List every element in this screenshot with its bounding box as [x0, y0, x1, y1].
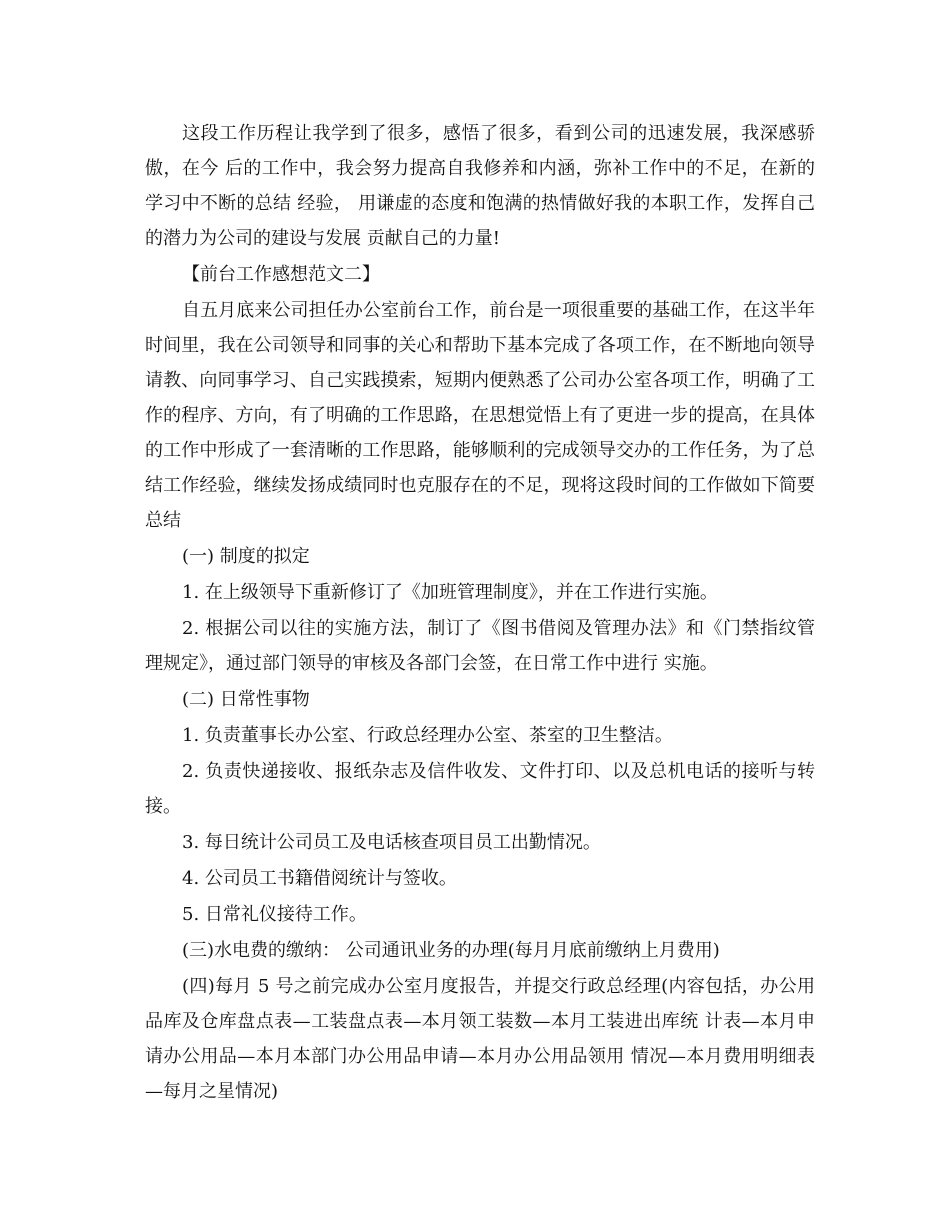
- section-title-sample-two: 【前台工作感想范文二】: [182, 264, 380, 285]
- list-item-office-cleaning: 1. 负责董事长办公室、行政总经理办公室、茶室的卫生整洁。: [182, 725, 673, 746]
- paragraph-utility-payments: (三)水电费的缴纳： 公司通讯业务的办理(每月月底前缴纳上月费用): [182, 940, 720, 961]
- subheading-daily-affairs: (二) 日常性事物: [182, 689, 310, 710]
- paragraph-closing-summary: 这段工作历程让我学到了很多，感悟了很多，看到公司的迅速发展，我深感骄傲，在今 后的工作中，我会努力提高自我修养和内涵，弥补工作中的不足，在新的学习中不断的总结 经验， 用谦虚的态度和饱满的热情做好我的本职工作，发挥自己的潜力为公司的建设与发展 贡献自己的力量!: [145, 123, 815, 249]
- list-item-attendance: 3. 每日统计公司员工及电话核查项目员工出勤情况。: [182, 832, 601, 853]
- list-item-reception: 5. 日常礼仪接待工作。: [182, 904, 367, 925]
- subheading-regulations: (一) 制度的拟定: [182, 546, 310, 567]
- document-body: [145, 116, 815, 1110]
- list-item-library-access-rules: 2. 根据公司以往的实施方法，制订了《图书借阅及管理办法》和《门禁指纹管理规定》，通过部门领导的审核及各部门会签，在日常工作中进行 实施。: [145, 618, 815, 674]
- paragraph-monthly-report: (四)每月 5 号之前完成办公室月度报告，并提交行政总经理(内容包括，办公用品库及仓库盘点表—工装盘点表—本月领工装数—本月工装进出库统 计表—本月申请办公用品—本月本部门办公用品申请—本月办公用品领用 情况—本月费用明细表—每月之星情况): [145, 976, 815, 1102]
- list-item-overtime-policy: 1. 在上级领导下重新修订了《加班管理制度》，并在工作进行实施。: [182, 582, 718, 603]
- list-item-book-borrowing: 4. 公司员工书籍借阅统计与签收。: [182, 868, 457, 889]
- list-item-mail-and-phone: 2. 负责快递接收、报纸杂志及信件收发、文件打印、以及总机电话的接听与转接。: [145, 761, 815, 817]
- paragraph-introduction: 自五月底来公司担任办公室前台工作，前台是一项很重要的基础工作，在这半年时间里，我在公司领导和同事的关心和帮助下基本完成了各项工作，在不断地向领导请教、向同事学习、自己实践摸索，短期内便熟悉了公司办公室各项工作，明确了工作的程序、方向，有了明确的工作思路，在思想觉悟上有了更进一步的提高，在具体的工作中形成了一套清晰的工作思路，能够顺利的完成领导交办的工作任务，为了总结工作经验，继续发扬成绩同时也克服存在的不足，现将这段时间的工作做如下简要总结: [145, 300, 815, 531]
